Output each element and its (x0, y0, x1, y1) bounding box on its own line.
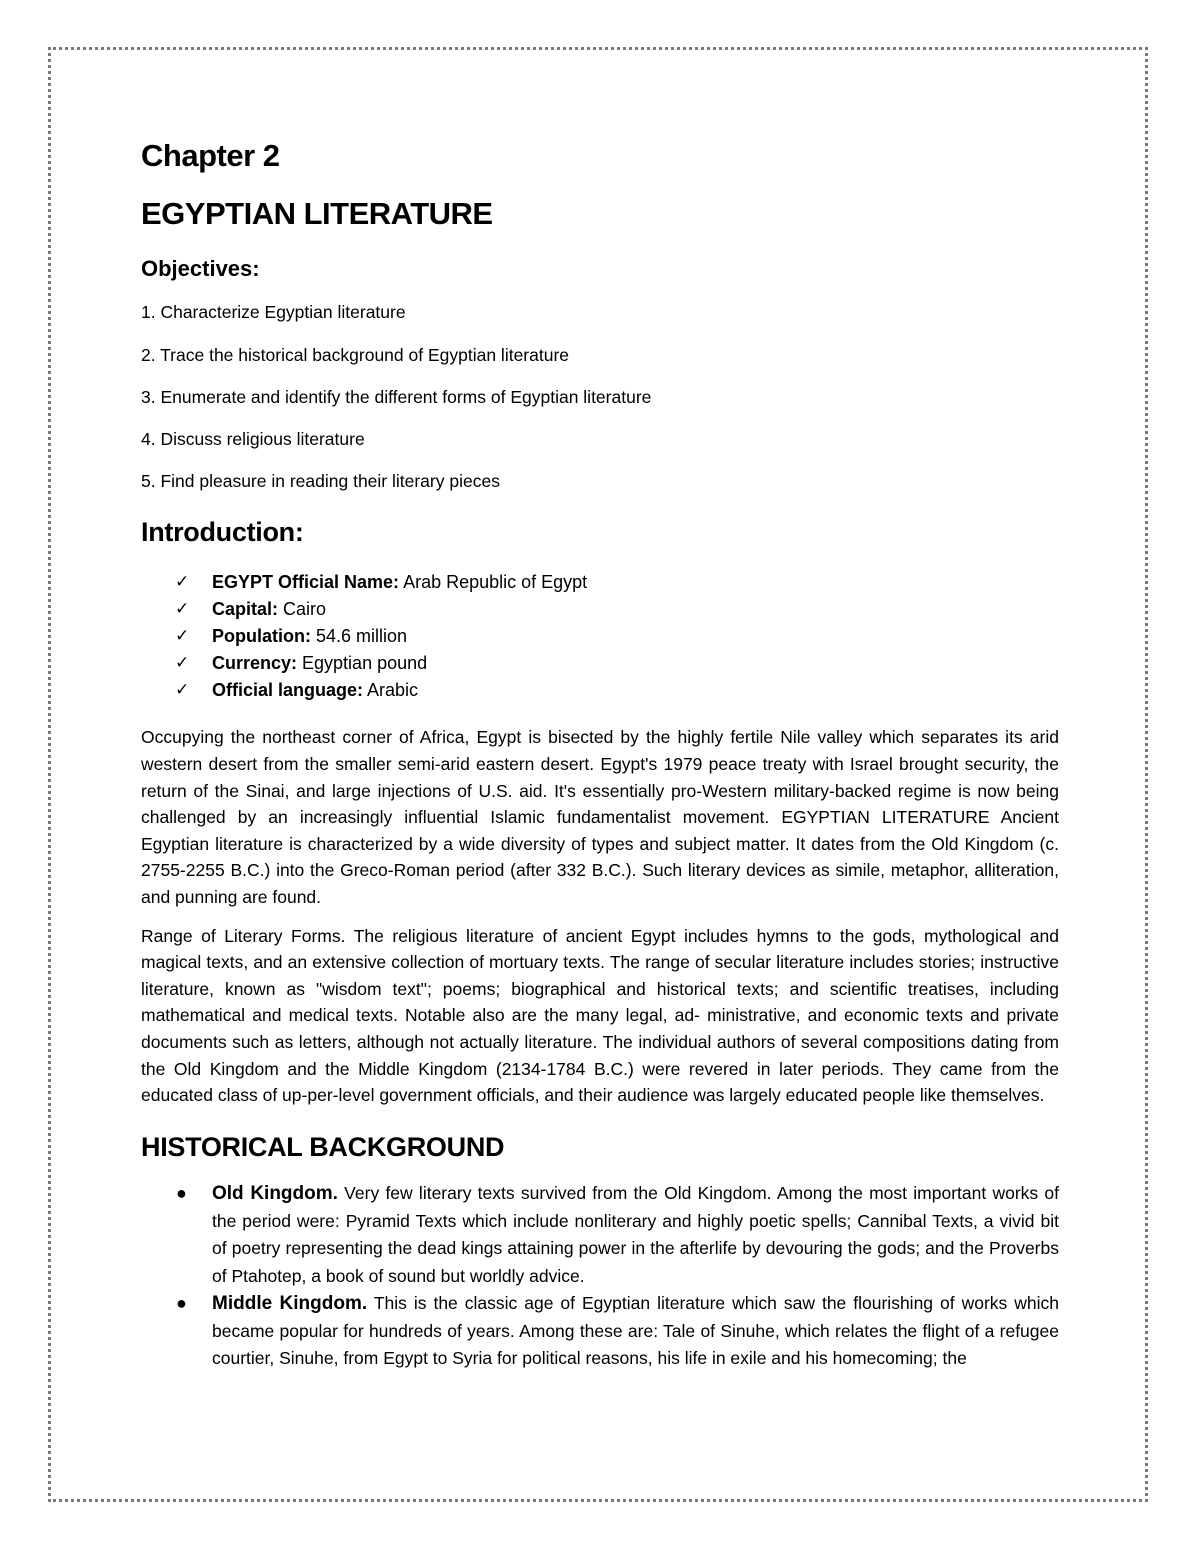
fact-label: Population: (212, 626, 311, 647)
objective-item: 5. Find pleasure in reading their literary pieces (141, 471, 500, 492)
chapter-title: EGYPTIAN LITERATURE (141, 195, 493, 231)
checkmark-icon: ✓ (175, 626, 190, 647)
checkmark-icon: ✓ (175, 599, 190, 620)
fact-value: 54.6 million (310, 626, 408, 647)
fact-value: Arab Republic of Egypt (399, 572, 588, 593)
period-label: Old Kingdom. (212, 1183, 338, 1205)
fact-label: Currency: (212, 653, 298, 674)
intro-paragraph: Range of Literary Forms. The religious literature of ancient Egypt includes hymns to the gods, mythological and magical texts, and an extensive collection of mortuary texts. The range of secular literature includes stories; instructive literature, known as "wisdom text"; poems; biographical and historical texts; and scientific treatises, including mathematical and medical texts. Notable also are the many legal, ad- ministrative, and economic texts and private documents such as letters, although not actually literature. The individual authors of several compositions dating from the Old Kingdom and the Middle Kingdom (2134-1784 B.C.) were revered in later periods. They came from the educated class of up-per-level government officials, and their audience was largely educated people like themselves. (141, 925, 1059, 1106)
objective-item: 3. Enumerate and identify the different forms of Egyptian literature (141, 386, 652, 407)
historical-item (141, 1180, 1059, 1290)
period-text: Very few literary texts survived from the Old Kingdom. Among the most important works of the period were: Pyramid Texts which include nonliterary and highly poetic spells; Cannibal Texts, a vivid bit of poetry representing the dead kings attaining power in the afterlife by devouring the gods; and the Proverbs of Ptahotep, a book of sound but worldly advice. (212, 1183, 1059, 1286)
bullet-icon: ● (176, 1183, 187, 1204)
historical-item (141, 1290, 1059, 1373)
fact-list (141, 569, 1059, 704)
checkmark-icon: ✓ (175, 653, 190, 674)
fact-label: EGYPT Official Name: (212, 572, 400, 593)
objective-item: 1. Characterize Egyptian literature (141, 302, 406, 323)
intro-paragraph: Occupying the northeast corner of Africa, Egypt is bisected by the highly fertile Nile valley which separates its arid western desert from the smaller semi-arid eastern desert. Egypt's 1979 peace treaty with Israel brought security, the return of the Sinai, and large injections of U.S. aid. It's essentially pro-Western military-backed regime is now being challenged by an increasingly influential Islamic fundamentalist movement. EGYPTIAN LITERATURE Ancient Egyptian literature is characterized by a wide diversity of types and subject matter. It dates from the Old Kingdom (c. 2755-2255 B.C.) into the Greco-Roman period (after 332 B.C.). Such literary devices as simile, metaphor, alliteration, and punning are found. (141, 727, 1059, 907)
period-text: This is the classic age of Egyptian literature which saw the flourishing of works which became popular for hundreds of years. Among these are: Tale of Sinuhe, which relates the flight of a refugee courtier, Sinuhe, from Egypt to Syria for political reasons, his life in exile and his homecoming; the (212, 1293, 1059, 1369)
document-content (141, 138, 1059, 1373)
fact-label: Capital: (212, 599, 279, 620)
fact-item (175, 677, 1059, 704)
fact-label: Official language: (212, 680, 364, 701)
historical-background-heading: HISTORICAL BACKGROUND (141, 1131, 505, 1162)
checkmark-icon: ✓ (175, 680, 190, 701)
objectives-heading: Objectives: (141, 256, 260, 282)
fact-value: Cairo (278, 599, 327, 620)
objective-item: 4. Discuss religious literature (141, 429, 365, 450)
objective-item: 2. Trace the historical background of Egyptian literature (141, 344, 570, 365)
historical-list (141, 1180, 1059, 1373)
fact-item (175, 650, 1059, 677)
chapter-number: Chapter 2 (141, 138, 280, 173)
fact-item (175, 596, 1059, 623)
fact-value: Egyptian pound (297, 653, 428, 674)
bullet-icon: ● (176, 1293, 187, 1314)
fact-value: Arabic (363, 680, 419, 701)
fact-item (175, 623, 1059, 650)
introduction-heading: Introduction: (141, 516, 304, 547)
period-label: Middle Kingdom. (212, 1293, 368, 1315)
checkmark-icon: ✓ (175, 572, 190, 593)
fact-item (175, 569, 1059, 596)
